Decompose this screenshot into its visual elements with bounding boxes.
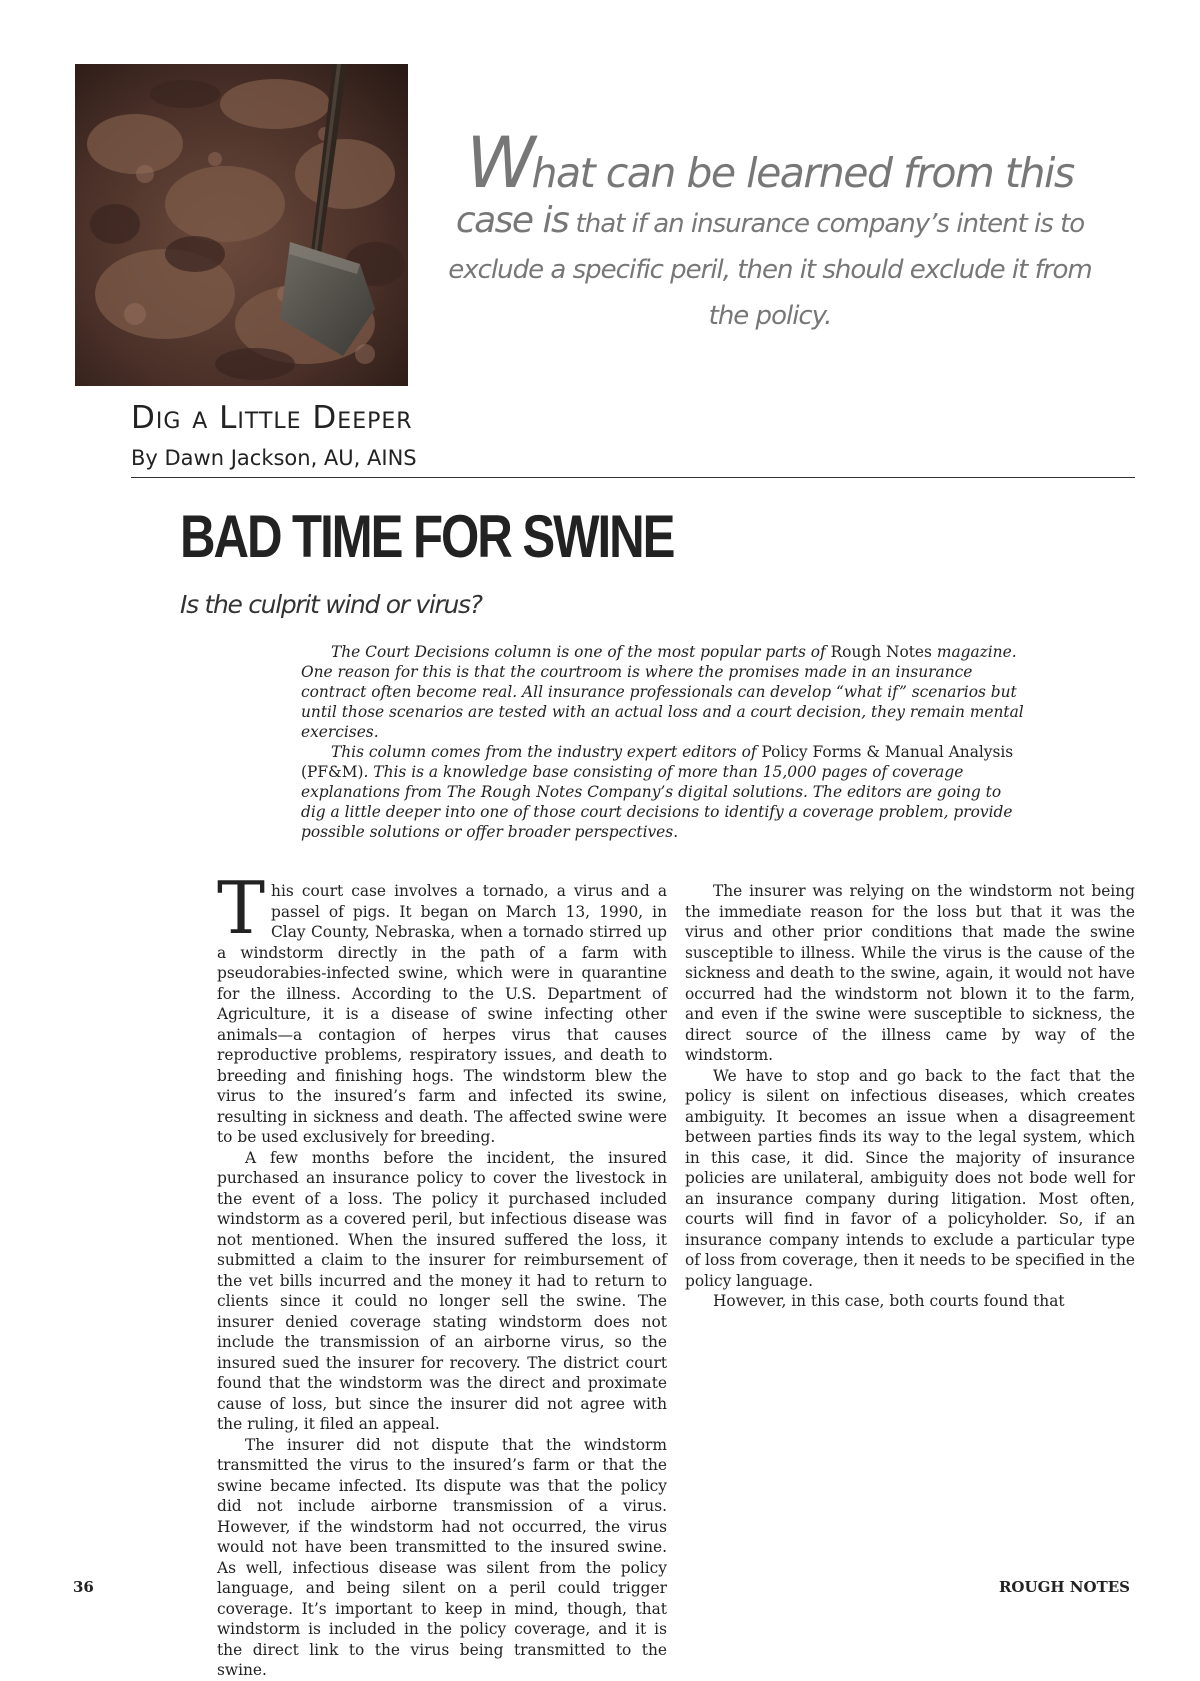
pull-quote-line1: hat can be learned from this — [531, 149, 1074, 197]
body-paragraph-5: We have to stop and go back to the fact that the policy is silent on infectious diseases, which creates ambiguity. It becomes an issue when a disagreement between parties finds its way to the legal system, which in this case, it did. Since the majority of insurance policies are unilateral, ambiguity does not bode well for an insurance company during litigation. Most often, courts will find in favor of a policyholder. So, if an insurance company intends to exclude a particular type of loss from coverage, then it needs to be specified in the policy language. — [685, 1066, 1135, 1290]
pull-quote-rest: that if an insurance company’s intent is to exclude a specific peril, then it should exclude it from the policy. — [448, 209, 1092, 331]
body-column-left — [217, 866, 667, 1681]
page-number: 36 — [73, 1578, 94, 1596]
pull-quote-initial: W — [466, 122, 532, 204]
intro-paragraph-1: The Court Decisions column is one of the most popular parts of Rough Notes magazine. One reason for this is that the courtroom is where the promises made in an insurance contract often become real. All insurance professionals can develop “what if” scenarios but until those scenarios are tested with an actual loss and a court decision, they remain mental exercises. — [301, 643, 1024, 741]
shovel-in-soil-icon — [75, 64, 408, 386]
drop-cap: T — [217, 866, 266, 950]
intro-box — [301, 642, 1029, 842]
body-paragraph-6: However, in this case, both courts found that — [713, 1292, 1065, 1310]
pull-quote-lead: case is — [455, 200, 569, 241]
shovel-in-soil-photo — [75, 64, 408, 386]
headline: BAD TIME FOR SWINE — [180, 503, 674, 570]
column-name: Dig a Little Deeper — [131, 400, 413, 436]
body-column-right — [685, 881, 1135, 1312]
body-paragraph-2: A few months before the incident, the insured purchased an insurance policy to cover the livestock in the event of a loss. The policy it purchased included windstorm as a covered peril, but infectious disease was not mentioned. When the insured suffered the loss, it submitted a claim to the insurer for reimbursement of the vet bills incurred and the money it had to return to clients since it could no longer sell the swine. The insurer denied coverage stating windstorm does not include the transmission of an airborne virus, so the insured sued the insurer for recovery. The district court found that the windstorm was the direct and proximate cause of loss, but since the insurer did not agree with the ruling, it filed an appeal. — [217, 1148, 667, 1433]
pull-quote — [440, 122, 1100, 339]
body-paragraph-3: The insurer did not dispute that the windstorm transmitted the virus to the insured’s farm or that the swine became infected. Its dispute was that the policy did not include airborne transmission of a virus. However, if the windstorm had not occurred, the virus would not have been transmitted to the insured swine. As well, infectious disease was silent from the policy language, and being silent on a peril could trigger coverage. It’s important to keep in mind, though, that windstorm is included in the policy coverage, and it is the direct link to the virus being transmitted to the swine. — [217, 1435, 667, 1679]
byline: By Dawn Jackson, AU, AINS — [131, 446, 417, 470]
body-paragraph-1: This court case involves a tornado, a virus and a passel of pigs. It began on March 13, 1990, in Clay County, Nebraska, when a tornado stirred up a windstorm directly in the path of a farm with pseudorabies-infected swine, which were in quarantine for the illness. According to the U.S. Department of Agriculture, it is a disease of swine infecting other animals—a contagion of herpes virus that causes reproductive problems, respiratory issues, and death to breeding and finishing hogs. The windstorm blew the virus to the insured’s farm and infected its swine, resulting in sickness and death. The affected swine were to be used exclusively for breeding. — [217, 866, 667, 1146]
intro-paragraph-2: This column comes from the industry expert editors of Policy Forms & Manual Analysis (PF&M). This is a knowledge base consisting of more than 15,000 pages of coverage explanations from The Rough Notes Company’s digital solutions. The editors are going to dig a little deeper into one of those court decisions to identify a coverage problem, provide possible solutions or offer broader perspectives. — [301, 743, 1014, 841]
subhead: Is the culprit wind or virus? — [180, 590, 482, 619]
magazine-name: ROUGH NOTES — [998, 1578, 1130, 1596]
body-paragraph-4: The insurer was relying on the windstorm not being the immediate reason for the loss but that it was the virus and other prior conditions that made the swine susceptible to illness. While the virus is the cause of the sickness and death to the swine, again, it would not have occurred had the windstorm not blown it to the farm, and even if the swine were susceptible to sickness, the direct source of the illness came by way of the windstorm. — [685, 882, 1135, 1064]
product-title: Policy Forms & Manual Analysis (PF&M) — [301, 743, 1014, 781]
magazine-title: Rough Notes — [830, 643, 932, 661]
divider-rule — [131, 477, 1135, 478]
